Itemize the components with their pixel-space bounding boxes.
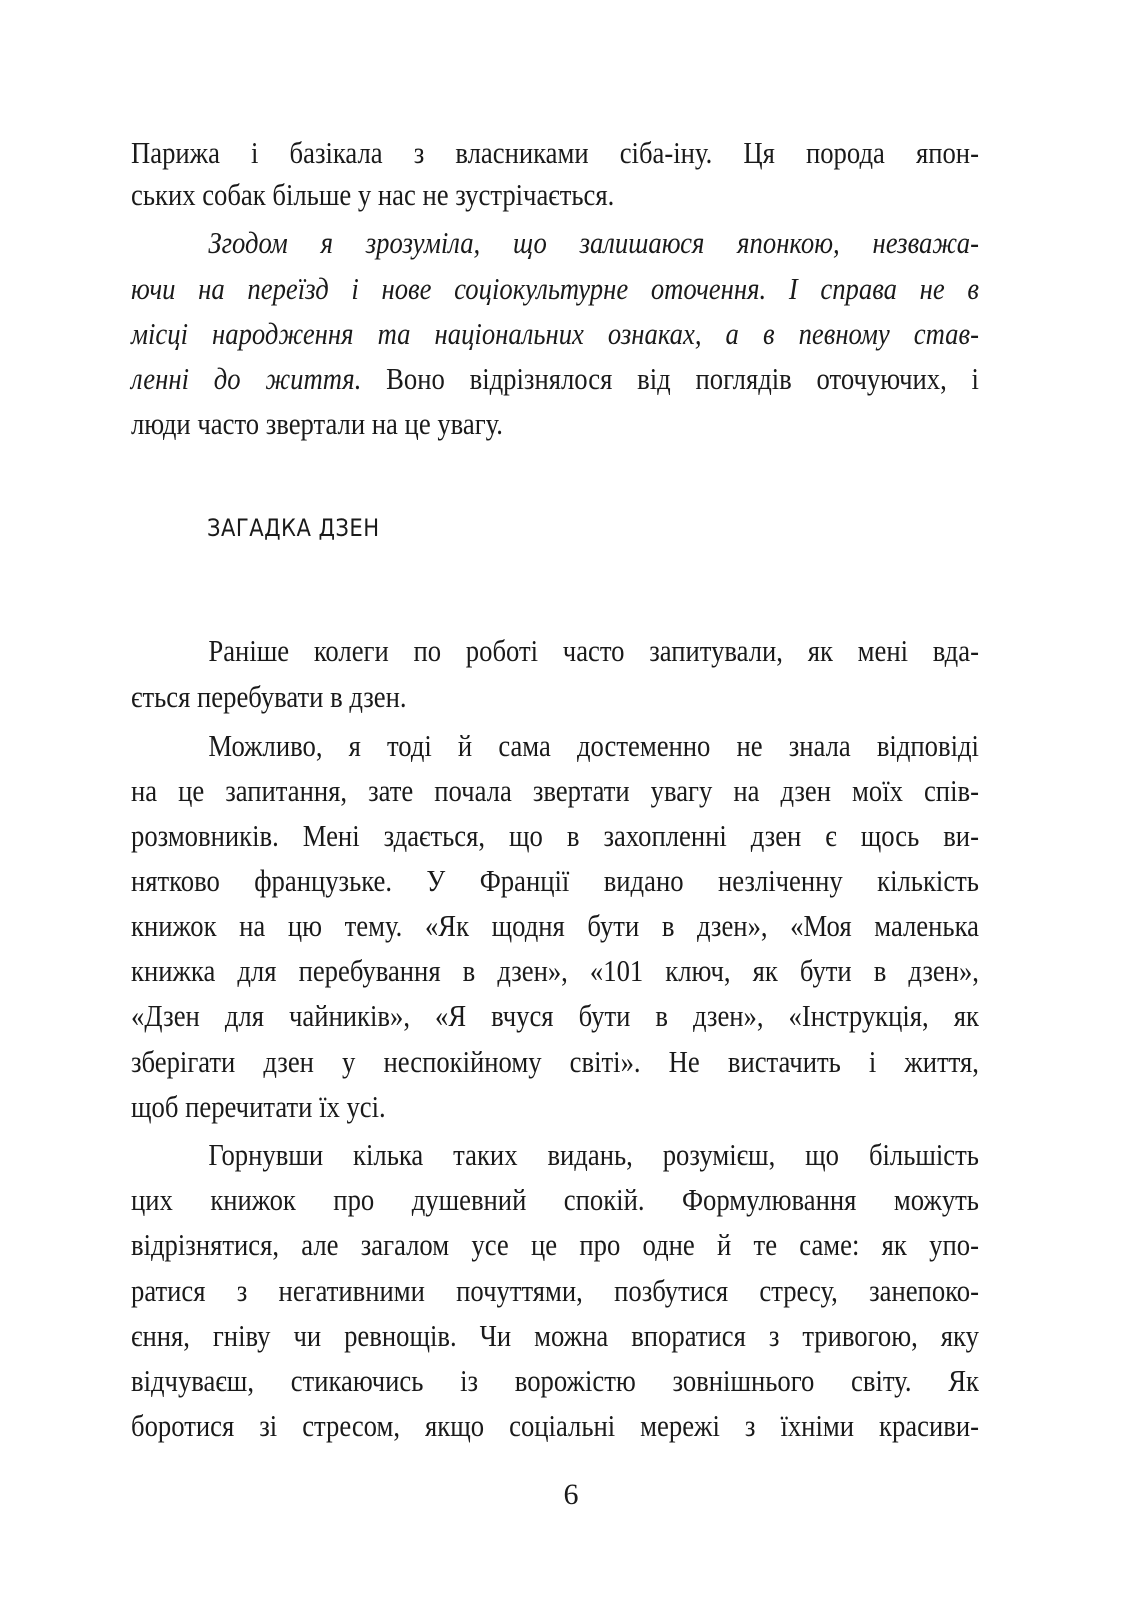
text-line: книжок на цю тему. «Як щодня бути в дзен», «Моя маленька <box>131 908 979 943</box>
text-line: ється перебувати в дзен. <box>131 679 407 714</box>
regular-text: Воно відрізнялося від поглядів оточуючих, і <box>361 361 979 396</box>
text-line: Парижа і базікала з власниками сіба-іну. Ця порода япон- <box>131 135 979 170</box>
section-heading: ЗАГАДКА ДЗЕН <box>207 514 380 542</box>
text-line: Згодом я зрозуміла, що залишаюся японкою, незважа- <box>208 225 979 260</box>
text-line: відчуваєш, стикаючись із ворожістю зовнішнього світу. Як <box>131 1363 979 1398</box>
text-line: зберігати дзен у неспокійному світі». Не вистачить і життя, <box>131 1044 979 1079</box>
text-line: Горнувши кілька таких видань, розумієш, що більшість <box>208 1137 979 1172</box>
text-line <box>131 356 979 402</box>
text-line: Раніше колеги по роботі часто запитували, як мені вда- <box>208 633 979 668</box>
text-line: ратися з негативними почуттями, позбутися стресу, занепоко- <box>131 1273 979 1308</box>
text-line: ючи на переїзд і нове соціокультурне оточення. І справа не в <box>131 271 979 306</box>
page-number: 6 <box>563 1478 579 1511</box>
text-line: щоб перечитати їх усі. <box>131 1089 386 1124</box>
italic-text: ленні до життя. <box>131 361 362 396</box>
text-line: ських собак більше у нас не зустрічається. <box>131 177 615 212</box>
text-line: боротися зі стресом, якщо соціальні мережі з їхніми красиви- <box>131 1408 979 1443</box>
text-line: Можливо, я тоді й сама достеменно не знала відповіді <box>208 728 979 763</box>
text-line: цих книжок про душевний спокій. Формулювання можуть <box>131 1182 979 1217</box>
text-line: на це запитання, зате почала звертати увагу на дзен моїх спів- <box>131 773 979 808</box>
text-line: книжка для перебування в дзен», «101 ключ, як бути в дзен», <box>131 953 979 988</box>
text-line: люди часто звертали на це увагу. <box>131 406 503 441</box>
text-line: нятково французьке. У Франції видано незліченну кількість <box>131 863 979 898</box>
text-line: відрізнятися, але загалом усе це про одне й те саме: як упо- <box>131 1227 979 1262</box>
text-line: розмовників. Мені здається, що в захопленні дзен є щось ви- <box>131 818 979 853</box>
text-line: єння, гніву чи ревнощів. Чи можна впоратися з тривогою, яку <box>131 1318 979 1353</box>
text-line: місці народження та національних ознаках, а в певному став- <box>131 316 979 351</box>
text-line: «Дзен для чайників», «Я вчуся бути в дзен», «Інструкція, як <box>131 998 979 1033</box>
